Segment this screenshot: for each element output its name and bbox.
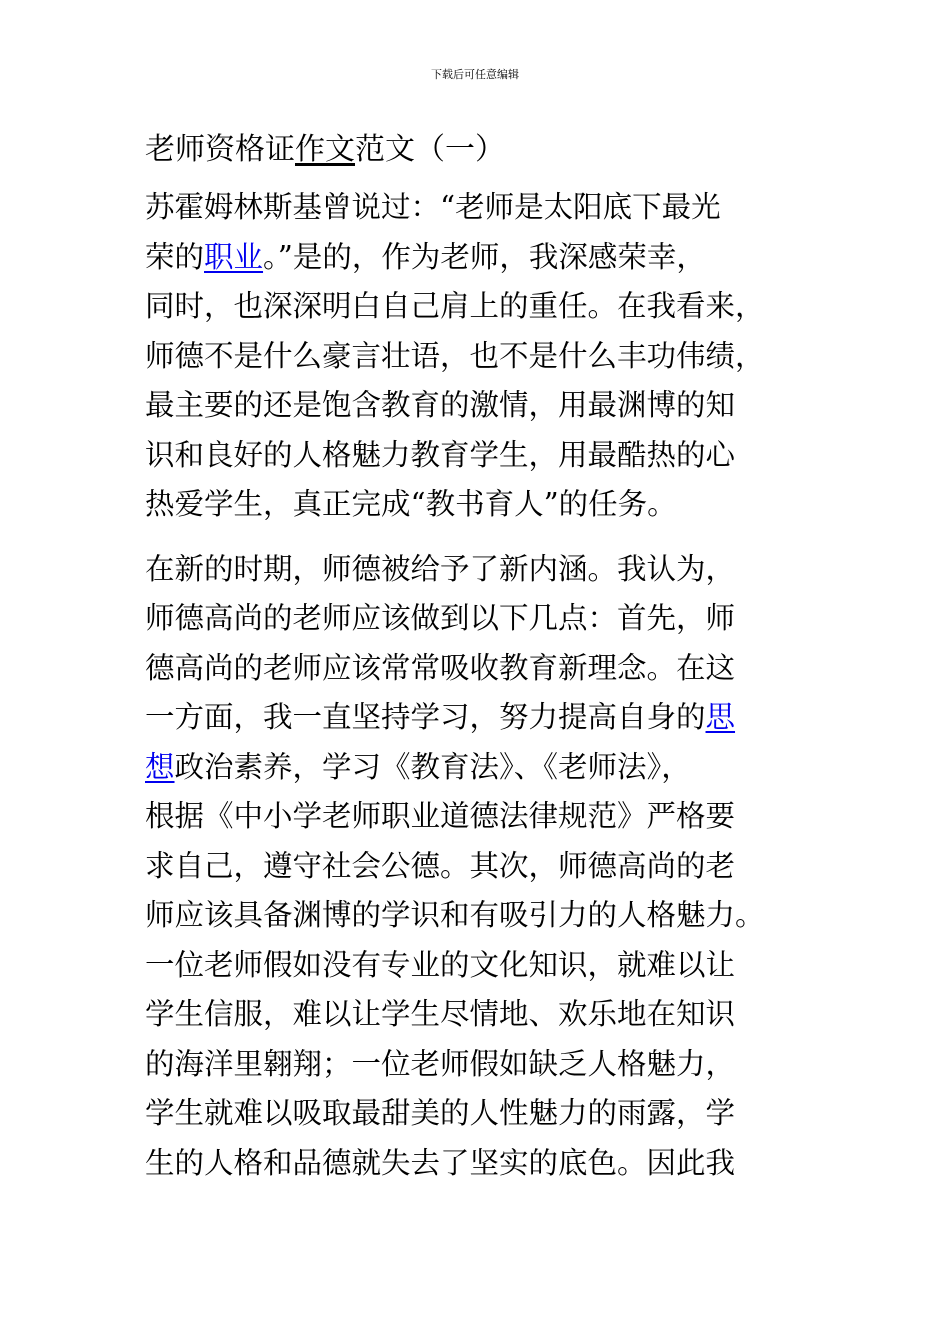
text-line: 的海洋里翱翔；一位老师假如缺乏人格魅力，: [145, 1046, 736, 1081]
text-line: 最主要的还是饱含教育的激情，用最渊博的知: [145, 388, 736, 422]
text-line: [145, 233, 810, 283]
document-title: [145, 126, 810, 174]
text-line: 学生就难以吸取最甜美的人性魅力的雨露，学: [145, 1096, 736, 1130]
link-thought-part1[interactable]: 思: [705, 700, 736, 734]
link-career[interactable]: 职业: [204, 239, 264, 274]
paragraph-1: [145, 183, 810, 530]
title-text-suffix: 范文（一）: [355, 132, 505, 167]
text-line: [145, 693, 810, 743]
paragraph-2: [145, 545, 810, 1189]
document-body: [145, 126, 810, 1203]
text-line: 识和良好的人格魅力教育学生，用最酷热的心: [145, 437, 736, 472]
text-line: 热爱学生，真正完成“教书育人”的任务。: [145, 487, 677, 521]
text-line: [145, 743, 810, 793]
text-line: 师应该具备渊博的学识和有吸引力的人格魅力。: [145, 898, 765, 932]
page-header: 下载后可任意编辑: [431, 68, 519, 81]
text-line: 生的人格和品德就失去了坚实的底色。因此我: [145, 1145, 736, 1180]
text-line: 在新的时期，师德被给予了新内涵。我认为，: [145, 551, 736, 586]
text-span: 。”是的，作为老师，我深感荣幸，: [263, 239, 706, 274]
text-span: 一方面，我一直坚持学习，努力提高自身的: [145, 700, 706, 734]
text-line: 同时，也深深明白自己肩上的重任。在我看来，: [145, 289, 765, 323]
title-underlined-text: 作文: [295, 132, 355, 167]
title-text: 老师资格证: [145, 132, 295, 167]
text-line: 苏霍姆林斯基曾说过：“老师是太阳底下最光: [145, 190, 721, 224]
text-line: 学生信服，难以让学生尽情地、欢乐地在知识: [145, 997, 736, 1031]
text-line: 德高尚的老师应该常常吸收教育新理念。在这: [145, 650, 736, 685]
text-line: 一位老师假如没有专业的文化知识，就难以让: [145, 947, 736, 982]
link-thought-part2[interactable]: 想: [145, 749, 175, 784]
text-line: 根据《中小学老师职业道德法律规范》严格要: [145, 799, 736, 833]
text-line: 师德高尚的老师应该做到以下几点：首先，师: [145, 601, 736, 635]
text-span: 政治素养，学习《教育法》、《老师法》，: [174, 749, 691, 784]
text-line: 师德不是什么豪言壮语，也不是什么丰功伟绩，: [145, 338, 765, 373]
text-span: 荣的: [145, 239, 205, 274]
text-line: 求自己，遵守社会公德。其次，师德高尚的老: [145, 848, 736, 883]
